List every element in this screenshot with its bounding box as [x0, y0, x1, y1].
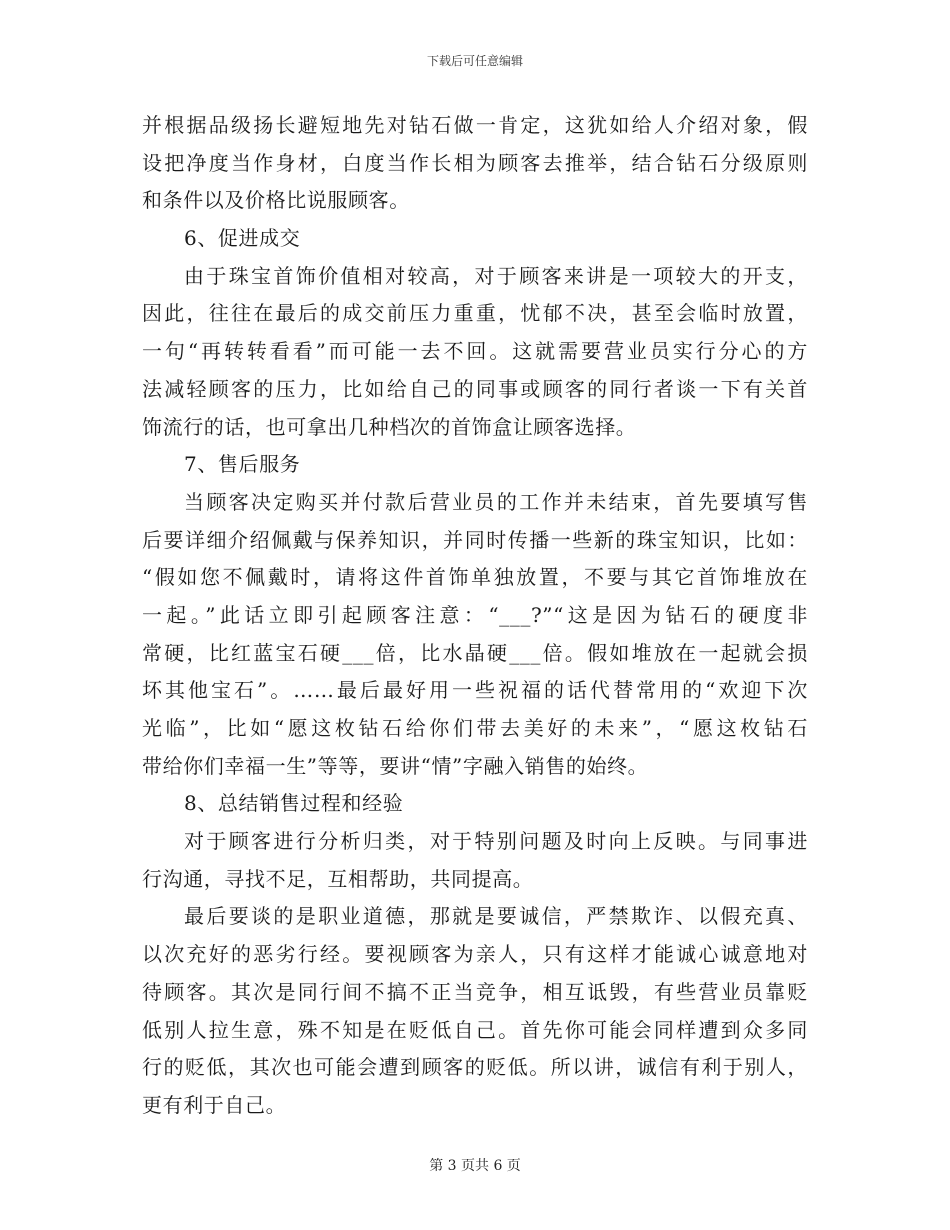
paragraph-line: 并根据品级扬长避短地先对钻石做一肯定，这犹如给人介绍对象，假	[142, 113, 808, 137]
paragraph-line: 后要详细介绍佩戴与保养知识，并同时传播一些新的珠宝知识，比如：	[142, 527, 808, 552]
paragraph-line: 对于顾客进行分析归类，对于特别问题及时向上反映。与同事进	[184, 829, 808, 854]
page-number: 第 3 页共 6 页	[429, 1158, 521, 1174]
paragraph-line: “假如您不佩戴时，请将这件首饰单独放置，不要与其它首饰堆放在	[142, 565, 808, 590]
paragraph-line: 待顾客。其次是同行间不搞不正当竞争，相互诋毁，有些营业员靠贬	[142, 979, 808, 1004]
paragraph-line: 更有利于自己。	[142, 1092, 287, 1117]
paragraph-line: 和条件以及价格比说服顾客。	[142, 188, 410, 213]
section-heading: 6、促进成交	[184, 226, 301, 251]
paragraph-line: 常硬，比红蓝宝石硬___倍，比水晶硬___倍。假如堆放在一起就会损	[142, 640, 808, 665]
document-body	[142, 107, 808, 1125]
section-heading: 7、售后服务	[184, 452, 301, 477]
paragraph-line: 一起。”此话立即引起顾客注意：“___?”“这是因为钻石的硬度非	[142, 602, 808, 627]
paragraph-line: 因此，往往在最后的成交前压力重重，忧郁不决，甚至会临时放置，	[142, 301, 808, 326]
paragraph-line: 法减轻顾客的压力，比如给自己的同事或顾客的同行者谈一下有关首	[142, 376, 808, 401]
paragraph-line: 低别人拉生意，殊不知是在贬低自己。首先你可能会同样遭到众多同	[142, 1017, 808, 1042]
paragraph-line: 当顾客决定购买并付款后营业员的工作并未结束，首先要填写售	[184, 489, 808, 514]
paragraph-line: 光临”，比如“愿这枚钻石给你们带去美好的未来”，“愿这枚钻石	[142, 716, 808, 740]
paragraph-line: 一句“再转转看看”而可能一去不回。这就需要营业员实行分心的方	[142, 339, 808, 364]
paragraph-line: 坏其他宝石”。……最后最好用一些祝福的话代替常用的“欢迎下次	[142, 678, 808, 703]
paragraph-line: 行的贬低，其次也可能会遭到顾客的贬低。所以讲，诚信有利于别人，	[142, 1055, 808, 1080]
paragraph-line: 最后要谈的是职业道德，那就是要诚信，严禁欺诈、以假充真、	[184, 904, 808, 929]
paragraph-line: 由于珠宝首饰价值相对较高，对于顾客来讲是一项较大的开支，	[184, 263, 808, 288]
paragraph-line: 饰流行的话，也可拿出几种档次的首饰盒让顾客选择。	[142, 414, 637, 439]
section-heading: 8、总结销售过程和经验	[184, 791, 404, 816]
paragraph-line: 设把净度当作身材，白度当作长相为顾客去推举，结合钻石分级原则	[142, 150, 808, 175]
page-header: 下载后可任意编辑	[426, 54, 523, 68]
paragraph-line: 以次充好的恶劣行经。要视顾客为亲人，只有这样才能诚心诚意地对	[142, 942, 808, 967]
paragraph-line: 行沟通，寻找不足，互相帮助，共同提高。	[142, 866, 534, 891]
paragraph-line: 带给你们幸福一生”等等，要讲“情”字融入销售的始终。	[142, 753, 649, 778]
